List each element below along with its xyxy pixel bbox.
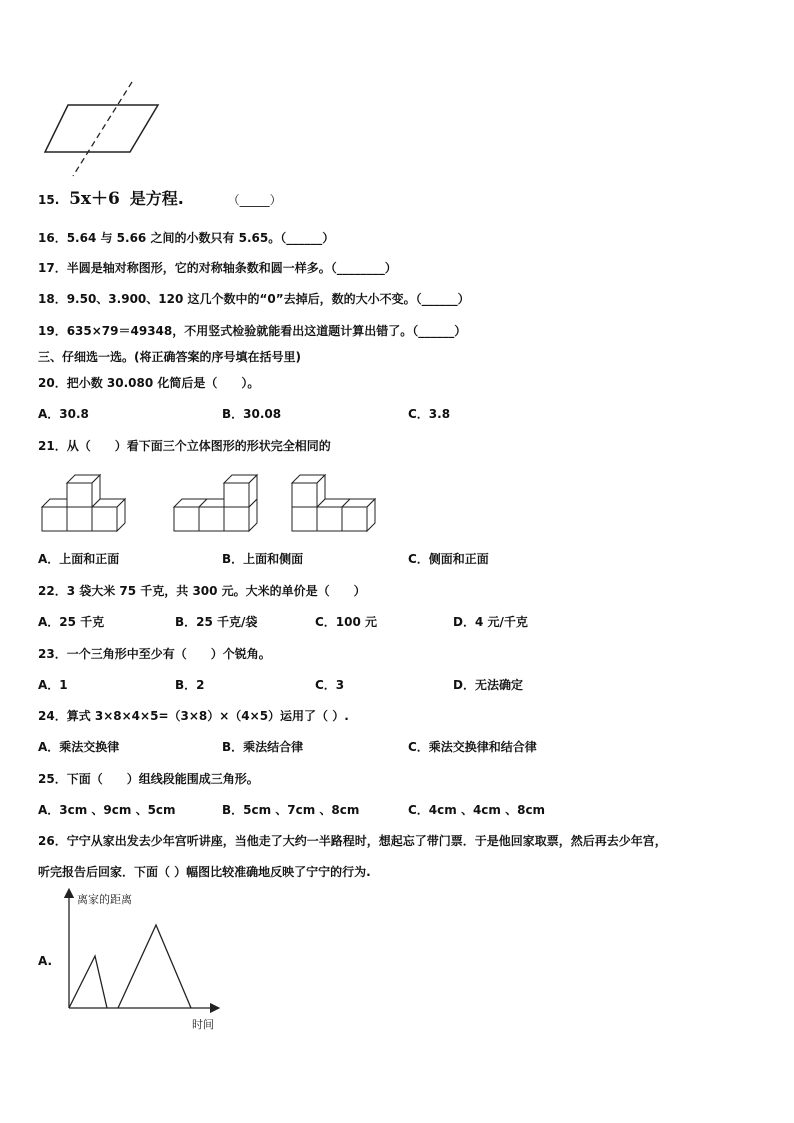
q26-graph-a xyxy=(60,888,230,1038)
question-24: 24．算式 3×8×4×5=（3×8）×（4×5）运用了（ ）. xyxy=(38,709,349,723)
q22-option-b: B．25 千克/袋 xyxy=(175,615,258,629)
q21-option-a: A．上面和正面 xyxy=(38,552,120,566)
q25-option-c: C．4cm 、4cm 、8cm xyxy=(408,803,546,817)
q20-option-b: B．30.08 xyxy=(222,407,282,421)
graph-trip-line xyxy=(69,956,107,1008)
question-22: 22．3 袋大米 75 千克，共 300 元。大米的单价是（ ） xyxy=(38,584,366,598)
q25-option-a: A．3cm 、9cm 、5cm xyxy=(38,803,176,817)
question-25: 25．下面（ ）组线段能围成三角形。 xyxy=(38,772,259,786)
q15-expression: 5x＋6 xyxy=(69,189,120,209)
q24-option-b: B．乘法结合律 xyxy=(222,740,304,754)
q22-option-d: D．4 元/千克 xyxy=(453,615,528,629)
graph-x-label: 时间 xyxy=(192,1018,214,1031)
q21-option-b: B．上面和侧面 xyxy=(222,552,304,566)
q26-option-a-label: A. xyxy=(38,954,53,968)
q24-option-a: A．乘法交换律 xyxy=(38,740,120,754)
q20-option-a: A．30.8 xyxy=(38,407,89,421)
graph-y-label: 离家的距离 xyxy=(77,893,132,906)
graph-trip-line-2 xyxy=(118,925,191,1008)
q23-option-c: C．3 xyxy=(315,678,345,692)
q22-option-a: A．25 千克 xyxy=(38,615,105,629)
q15-tail: 是方程. xyxy=(129,189,184,208)
q23-option-d: D．无法确定 xyxy=(453,678,523,692)
q21-option-c: C．侧面和正面 xyxy=(408,552,489,566)
q25-option-b: B．5cm 、7cm 、8cm xyxy=(222,803,360,817)
q15-blank: （_____） xyxy=(227,193,282,207)
cube-figure-1 xyxy=(40,472,132,534)
section-3-heading: 三、仔细选一选。(将正确答案的序号填在括号里) xyxy=(38,350,301,364)
q24-option-c: C．乘法交换律和结合律 xyxy=(408,740,537,754)
question-20: 20．把小数 30.080 化简后是（ ）。 xyxy=(38,376,260,390)
parallelogram-figure xyxy=(40,80,170,180)
question-17: 17．半圆是轴对称图形，它的对称轴条数和圆一样多。（________） xyxy=(38,261,397,275)
question-21: 21．从（ ）看下面三个立体图形的形状完全相同的 xyxy=(38,439,331,453)
question-19: 19．635×79＝49348，不用竖式检验就能看出这道题计算出错了。（______） xyxy=(38,324,467,338)
q20-option-c: C．3.8 xyxy=(408,407,451,421)
q15-number: 15. xyxy=(38,193,60,207)
question-26-line-2: 听完报告后回家．下面（ ）幅图比较准确地反映了宁宁的行为. xyxy=(38,865,371,879)
q22-option-c: C．100 元 xyxy=(315,615,378,629)
question-23: 23．一个三角形中至少有（ ）个锐角。 xyxy=(38,647,271,661)
question-16: 16．5.64 与 5.66 之间的小数只有 5.65。（______） xyxy=(38,231,335,245)
question-26-line-1: 26．宁宁从家出发去少年宫听讲座，当他走了大约一半路程时，想起忘了带门票．于是他回家取票，然后再去少年宫， xyxy=(38,834,667,848)
q23-option-a: A．1 xyxy=(38,678,68,692)
cube-figure-2 xyxy=(172,472,264,534)
question-15 xyxy=(38,190,282,209)
cube-figure-3 xyxy=(290,472,382,534)
question-18: 18．9.50、3.900、120 这几个数中的“0”去掉后，数的大小不变。（______） xyxy=(38,292,470,306)
q23-option-b: B．2 xyxy=(175,678,205,692)
